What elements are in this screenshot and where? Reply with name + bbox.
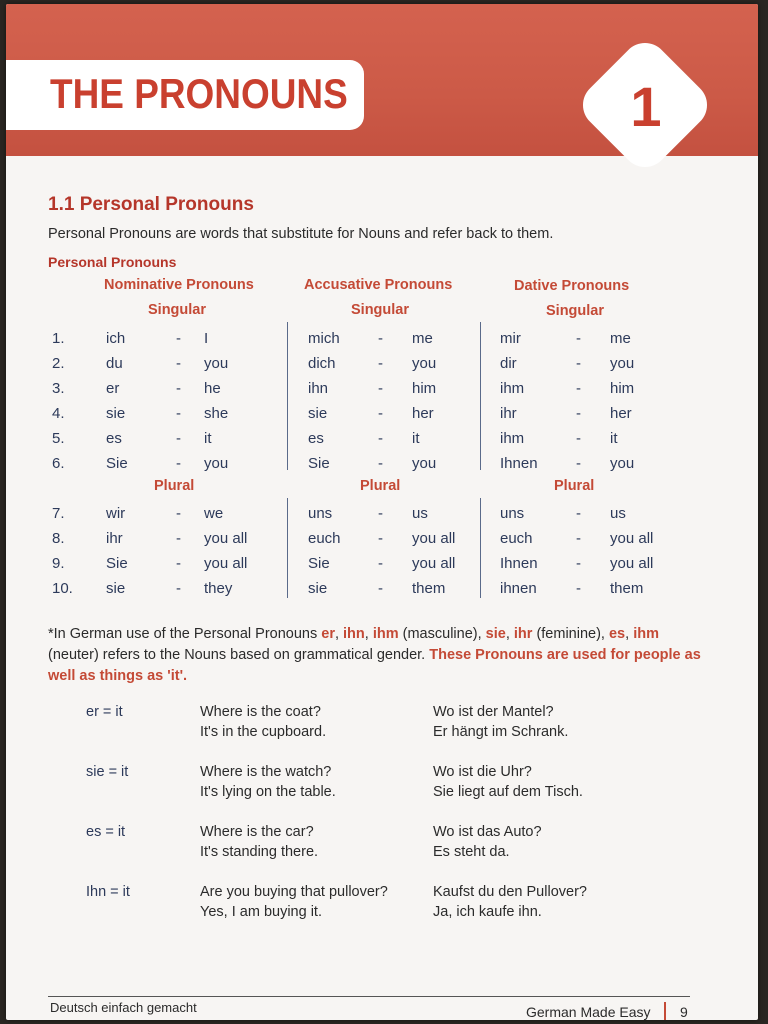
note-text: , xyxy=(364,626,373,642)
table-cell-nom-en: we xyxy=(204,505,224,522)
example-pronoun: er = it xyxy=(86,704,123,720)
table-cell-dat-en: me xyxy=(610,330,631,347)
dash: - xyxy=(378,330,383,347)
section-title: 1.1 Personal Pronouns xyxy=(48,194,254,215)
example-german-answer: Sie liegt auf dem Tisch. xyxy=(433,784,583,800)
plural-label-dative: Plural xyxy=(554,478,595,494)
table-cell-dat: euch xyxy=(500,530,533,547)
table-cell-acc: dich xyxy=(308,355,336,372)
table-cell-dat-en: us xyxy=(610,505,626,522)
table-cell-acc: Sie xyxy=(308,555,330,572)
dash: - xyxy=(576,530,581,547)
table-cell-dat-en: you xyxy=(610,355,635,372)
example-german-question: Wo ist die Uhr? xyxy=(433,764,532,780)
table-cell-acc-en: us xyxy=(412,505,428,522)
note-text: (masculine), xyxy=(398,626,486,642)
table-cell-nom: sie xyxy=(106,580,126,597)
note-highlight: ihr xyxy=(513,626,533,642)
dash: - xyxy=(576,405,581,422)
table-cell-nom-en: they xyxy=(204,580,233,597)
table-cell-acc: sie xyxy=(308,405,328,422)
example-german-question: Kaufst du den Pullover? xyxy=(433,884,587,900)
table-cell-nom-en: it xyxy=(204,430,212,447)
plural-label-nominative: Plural xyxy=(154,478,195,494)
table-cell-acc-en: you xyxy=(412,355,437,372)
table-cell-num: 5. xyxy=(52,430,65,447)
table-cell-nom-en: you xyxy=(204,355,229,372)
example-english-answer: It's lying on the table. xyxy=(200,784,336,800)
table-cell-dat: Ihnen xyxy=(500,555,538,572)
section-intro: Personal Pronouns are words that substitute for Nouns and refer back to them. xyxy=(48,226,554,242)
footer-separator xyxy=(664,1002,666,1020)
note-text: , xyxy=(505,626,514,642)
book-page xyxy=(6,4,758,1020)
table-cell-dat-en: him xyxy=(610,380,635,397)
dash: - xyxy=(576,580,581,597)
dash: - xyxy=(378,430,383,447)
dash: - xyxy=(378,455,383,472)
column-divider xyxy=(287,322,288,470)
example-pronoun: Ihn = it xyxy=(86,884,130,900)
table-cell-dat-en: you all xyxy=(610,530,654,547)
table-cell-dat: mir xyxy=(500,330,521,347)
dash: - xyxy=(576,430,581,447)
dash: - xyxy=(176,505,181,522)
gender-note xyxy=(48,624,708,687)
table-cell-nom: Sie xyxy=(106,455,128,472)
table-cell-acc-en: you all xyxy=(412,555,456,572)
column-divider xyxy=(480,322,481,470)
column-divider xyxy=(480,498,481,598)
note-highlight: er xyxy=(321,626,335,642)
table-cell-num: 7. xyxy=(52,505,65,522)
note-highlight: ihm xyxy=(633,626,659,642)
dash: - xyxy=(176,455,181,472)
example-german-answer: Er hängt im Schrank. xyxy=(433,724,569,740)
table-cell-acc: euch xyxy=(308,530,341,547)
note-emphasis: These Pronouns are used for people as well as things as 'it'. xyxy=(48,647,701,684)
table-cell-nom: wir xyxy=(106,505,126,522)
note-text: (neuter) refers to the Nouns based on grammatical gender. xyxy=(48,647,430,663)
dash: - xyxy=(378,580,383,597)
dash: - xyxy=(378,530,383,547)
page-number: 9 xyxy=(680,1004,688,1020)
dash: - xyxy=(576,355,581,372)
table-cell-dat: ihr xyxy=(500,405,517,422)
example-english-question: Are you buying that pullover? xyxy=(200,884,388,900)
example-german-answer: Es steht da. xyxy=(433,844,510,860)
table-cell-dat-en: you xyxy=(610,455,635,472)
dash: - xyxy=(176,405,181,422)
example-german-answer: Ja, ich kaufe ihn. xyxy=(433,904,542,920)
table-cell-dat: ihm xyxy=(500,430,525,447)
table-cell-nom-en: you all xyxy=(204,555,248,572)
table-cell-dat: ihnen xyxy=(500,580,537,597)
table-cell-dat: ihm xyxy=(500,380,525,397)
note-text: *In German use of the Personal Pronouns xyxy=(48,626,322,642)
table-cell-acc-en: her xyxy=(412,405,434,422)
table-cell-acc-en: it xyxy=(412,430,420,447)
dash: - xyxy=(378,555,383,572)
table-cell-nom-en: I xyxy=(204,330,209,347)
table-cell-nom: ihr xyxy=(106,530,123,547)
table-cell-num: 4. xyxy=(52,405,65,422)
table-cell-nom: du xyxy=(106,355,123,372)
plural-label-accusative: Plural xyxy=(360,478,401,494)
column-header-accusative: Accusative Pronouns xyxy=(304,277,453,293)
example-english-answer: It's in the cupboard. xyxy=(200,724,327,740)
chapter-number: 1 xyxy=(630,75,662,138)
example-english-answer: It's standing there. xyxy=(200,844,319,860)
dash: - xyxy=(576,455,581,472)
table-cell-acc: ihn xyxy=(308,380,329,397)
note-text: , xyxy=(334,626,344,642)
dash: - xyxy=(576,380,581,397)
table-cell-acc-en: you xyxy=(412,455,437,472)
example-pronoun: sie = it xyxy=(86,764,129,780)
note-text: (feminine), xyxy=(532,626,609,642)
table-cell-acc-en: them xyxy=(412,580,446,597)
singular-label-nominative: Singular xyxy=(148,302,207,318)
note-highlight: sie xyxy=(485,626,506,642)
table-cell-acc: Sie xyxy=(308,455,330,472)
example-english-question: Where is the watch? xyxy=(200,764,332,780)
dash: - xyxy=(378,380,383,397)
singular-label-accusative: Singular xyxy=(351,302,410,318)
footer-book-title-de: Deutsch einfach gemacht xyxy=(50,1000,197,1015)
singular-label-dative: Singular xyxy=(546,303,605,319)
note-text: , xyxy=(625,626,634,642)
table-cell-nom: Sie xyxy=(106,555,128,572)
dash: - xyxy=(378,355,383,372)
dash: - xyxy=(378,405,383,422)
dash: - xyxy=(576,330,581,347)
example-english-answer: Yes, I am buying it. xyxy=(200,904,322,920)
table-cell-num: 8. xyxy=(52,530,65,547)
table-cell-acc-en: you all xyxy=(412,530,456,547)
table-cell-num: 3. xyxy=(52,380,65,397)
table-cell-num: 10. xyxy=(52,580,73,597)
dash: - xyxy=(176,555,181,572)
table-cell-num: 6. xyxy=(52,455,65,472)
table-cell-dat-en: her xyxy=(610,405,632,422)
table-cell-acc: uns xyxy=(308,505,333,522)
dash: - xyxy=(176,380,181,397)
table-cell-acc: mich xyxy=(308,330,340,347)
footer-rule xyxy=(48,996,690,997)
example-pronoun: es = it xyxy=(86,824,126,840)
note-highlight: ihm xyxy=(372,626,399,642)
table-cell-acc-en: me xyxy=(412,330,433,347)
table-cell-nom: es xyxy=(106,430,122,447)
table-cell-acc: es xyxy=(308,430,324,447)
example-english-question: Where is the car? xyxy=(200,824,314,840)
table-cell-num: 1. xyxy=(52,330,65,347)
table-cell-nom: sie xyxy=(106,405,126,422)
table-cell-nom-en: you all xyxy=(204,530,248,547)
table-cell-dat-en: it xyxy=(610,430,618,447)
table-cell-nom-en: he xyxy=(204,380,221,397)
column-header-nominative: Nominative Pronouns xyxy=(104,277,254,293)
dash: - xyxy=(176,530,181,547)
table-cell-nom: er xyxy=(106,380,120,397)
table-cell-dat: Ihnen xyxy=(500,455,538,472)
table-cell-num: 9. xyxy=(52,555,65,572)
dash: - xyxy=(176,330,181,347)
table-subheading: Personal Pronouns xyxy=(48,254,177,270)
table-cell-acc-en: him xyxy=(412,380,437,397)
table-cell-dat-en: them xyxy=(610,580,644,597)
chapter-title: THE PRONOUNS xyxy=(50,70,348,117)
column-header-dative: Dative Pronouns xyxy=(514,278,630,294)
table-cell-nom-en: you xyxy=(204,455,229,472)
example-english-question: Where is the coat? xyxy=(200,704,321,720)
example-german-question: Wo ist das Auto? xyxy=(433,824,542,840)
table-cell-num: 2. xyxy=(52,355,65,372)
table-cell-nom-en: she xyxy=(204,405,229,422)
table-cell-nom: ich xyxy=(106,330,126,347)
example-german-question: Wo ist der Mantel? xyxy=(433,704,554,720)
table-cell-dat: dir xyxy=(500,355,517,372)
column-divider xyxy=(287,498,288,598)
dash: - xyxy=(378,505,383,522)
dash: - xyxy=(176,580,181,597)
table-cell-dat-en: you all xyxy=(610,555,654,572)
note-highlight: es xyxy=(608,626,626,642)
dash: - xyxy=(176,430,181,447)
table-cell-acc: sie xyxy=(308,580,328,597)
dash: - xyxy=(576,505,581,522)
note-highlight: ihn xyxy=(343,626,365,642)
dash: - xyxy=(176,355,181,372)
table-cell-dat: uns xyxy=(500,505,525,522)
footer-book-title-en: German Made Easy xyxy=(526,1004,651,1020)
dash: - xyxy=(576,555,581,572)
